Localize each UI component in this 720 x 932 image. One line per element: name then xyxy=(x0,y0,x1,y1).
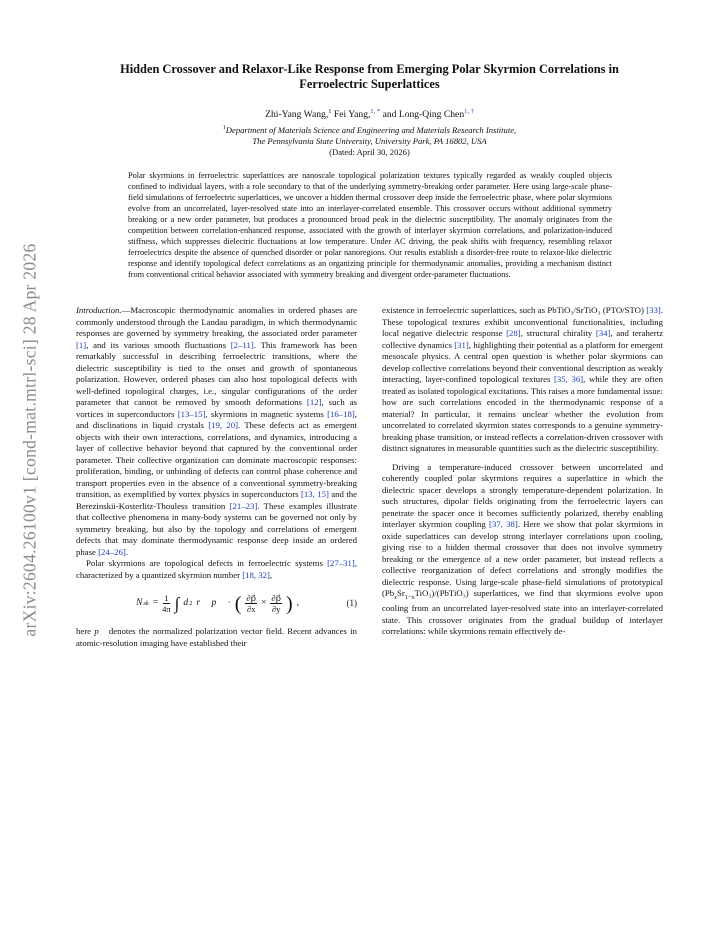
text-run: . xyxy=(125,546,129,557)
citation-link[interactable]: [12] xyxy=(306,397,322,408)
affiliation-mark: 1 xyxy=(222,125,226,132)
eq-partial-x xyxy=(245,593,257,614)
affiliation xyxy=(76,123,663,147)
paragraph xyxy=(382,462,663,638)
text-run: existence in ferroelectric superlattices, such as PbTiO₃/SrTiO₃ (PTO/STO) xyxy=(382,305,647,316)
author-affil-link[interactable]: 1, † xyxy=(464,108,474,115)
paper-page xyxy=(76,62,663,649)
citation-link[interactable]: [18, 32] xyxy=(242,569,270,580)
intro-paragraph xyxy=(76,305,357,558)
text-run: , xyxy=(269,569,273,580)
eq-partial-den: ∂y xyxy=(271,604,281,615)
two-column-body xyxy=(76,305,663,649)
text-run: . These defects act as emergent objects with their own interactions, correlations, and dynamics, introducing a layer of collective behavior beyond that captured by the conventional order parameter. Their collective organization can dominate macroscopic responses: proliferation, binding, or unbinding of defects can control phase coherence and transport properties even in the absence of a conventional symmetry-breaking transition, as exemplified by vortex physics in superconductors xyxy=(76,420,357,500)
citation-link[interactable]: [24–26] xyxy=(98,546,126,557)
affiliation-line: The Pennsylvania State University, University Park, PA 16802, USA xyxy=(252,136,487,147)
citation-link[interactable]: [35, 36] xyxy=(554,374,584,385)
eq-measure: d xyxy=(183,597,189,608)
eq-fraction xyxy=(162,593,171,614)
citation-link[interactable]: [28] xyxy=(506,328,521,339)
text-run: , while they are often treated as isolated topological excitations. This raises a more fundamental issue: how are such correlations encoded in the thermodynamic response of a material? In particular, it remains unclear whether the evolution from uncorrelated to correlated skyrmion states corresponds to a genuine symmetry-breaking phase transition, or instead reflects a correlation-driven crossover with distinct signatures in measurable quantities such as the dielectric susceptibility. xyxy=(382,374,663,454)
arxiv-identifier: arXiv:2604.26100v1 [cond-mat.mtrl-sci] 28 Apr 2026 xyxy=(19,243,40,637)
author-name: and Long-Qing Chen xyxy=(382,109,465,121)
text-run: , structural chirality xyxy=(520,328,596,339)
text-run: , and its various smooth fluctuations xyxy=(86,339,231,350)
eq-equals: = xyxy=(152,597,159,608)
equation-number: (1) xyxy=(346,597,357,608)
text-run: , and disclinations in liquid crystals xyxy=(76,408,357,431)
author-name: Zhi-Yang Wang, xyxy=(265,109,329,121)
citation-link[interactable]: [1] xyxy=(76,339,87,350)
eq-inline-vec-p: p⃗ xyxy=(94,626,106,637)
eq-vec-r: r⃗ xyxy=(196,597,208,608)
author-affil-mark: 1 xyxy=(328,108,332,115)
text-run: TiO₃)/(PbTiO₃) superlattices, we find that skyrmions evolve upon cooling from an uncorrelated layer-resolved state into an interlayer-correlated state. This crossover originates from the gradual buildup of interlayer correlations: while skyrmions remain effectively de- xyxy=(382,588,663,637)
text-run: , and terahertz collective dynamics xyxy=(382,328,664,350)
citation-link[interactable]: [16–18] xyxy=(327,408,355,419)
eq-times: × xyxy=(261,597,267,608)
equation-body xyxy=(136,593,299,614)
author-name: Fei Yang, xyxy=(333,109,371,121)
citation-link[interactable]: [34] xyxy=(595,328,611,339)
text-run: , highlighting their potential as a platform for emergent mesoscale physics. A central open question is whether polar skyrmions can develop collective correlations beyond their conventional description as weakly interacting, layer-confined topological textures xyxy=(382,339,663,385)
eq-dot: · xyxy=(227,597,231,608)
eq-lhs: N xyxy=(136,597,143,608)
subscript: 1−x xyxy=(404,593,415,601)
eq-integral: ∫ xyxy=(174,593,180,613)
abstract: Polar skyrmions in ferroelectric superlattices are nanoscale topological polarization textures typically regarded as weakly coupled objects confined to individual layers, with a role secondary to that of the underlying symmetry-breaking order parameter. Here using large-scale phase-field simulations of ferroelectric superlattices, we uncover a hidden thermal crossover deep inside the ferroelectric phase, where polar skyrmions evolve from an uncorrelated, layer-resolved state into an interlayer-correlated ensemble. This crossover occurs without additional symmetry breaking or a new order parameter, but produces a pronounced broad peak in the dielectric susceptibility. The anomaly originates from the competition between correlation-enhanced response, associated with the growth of interlayer skyrmion correlations, and polarization-induced stiffness, which suppresses dielectric fluctuations at low temperature. Under AC driving, the peak shifts with frequency, resembling relaxor ferroelectrics despite the absence of quenched disorder or polar nanoregions. Our results establish a disorder-free route to relaxor-like dielectric response and identify topological defect correlations as an organizing principle for thermodynamic anomalies, providing a mechanism distinct from conventional critical behavior associated with symmetry breaking and divergent order-parameter fluctuations. xyxy=(128,171,612,280)
citation-link[interactable]: [2–11] xyxy=(230,339,254,350)
text-run: . These examples illustrate that collective phenomena in many-body systems can be governed not only by symmetry breaking, but also by the topology and correlations of emergent defects that may dominate thermodynamic response deep inside an ordered phase xyxy=(76,500,357,557)
text-run: Sr xyxy=(396,588,405,599)
citation-link[interactable]: [21–23] xyxy=(229,500,258,511)
date-line: (Dated: April 30, 2026) xyxy=(329,147,410,158)
eq-frac-den: 4π xyxy=(162,604,171,615)
paper-title: Hidden Crossover and Relaxor-Like Response from Emerging Polar Skyrmion Correlations in Ferroelectric Superlattices xyxy=(120,62,619,91)
paragraph xyxy=(76,558,357,581)
author-list xyxy=(76,106,663,121)
eq-partial-den: ∂x xyxy=(247,604,256,615)
eq-lhs-sub: sk xyxy=(143,599,149,607)
eq-partial-num: ∂p⃗ xyxy=(246,593,257,604)
section-label: Introduction. xyxy=(76,305,122,316)
text-run: and the Berezinskii-Kosterlitz-Thouless transition xyxy=(76,489,358,511)
text-run: Polar skyrmions are topological defects in ferroelectric systems xyxy=(86,558,328,569)
subscript: x xyxy=(394,593,397,601)
arxiv-sidebar xyxy=(0,0,60,932)
eq-vec-p: p⃗ xyxy=(211,597,224,608)
text-run: Driving a temperature-induced crossover between uncorrelated and coherently coupled polar skyrmions requires a superlattice in which the dielectric spacer develops a strongly temperature-dependent polarization. In such structures, dipolar fields originating from the ferroelectric layers can penetrate the spacer once it becomes sufficiently polarized, thereby enabling interlayer skyrmion coupling xyxy=(382,461,663,530)
text-run: —Macroscopic thermodynamic anomalies in ordered phases are commonly understood through the Landau paradigm, in which thermodynamic responses are governed by symmetry breaking, the associated order parameter xyxy=(76,305,357,339)
author-affil-link[interactable]: 1, * xyxy=(370,108,381,115)
affiliation-line: Department of Materials Science and Engineering and Materials Research Institute, xyxy=(225,125,517,136)
text-run: here xyxy=(76,626,95,637)
citation-link[interactable]: [27–31] xyxy=(327,558,355,569)
paragraph xyxy=(76,626,357,649)
eq-paren-open: ( xyxy=(234,592,242,615)
eq-partial-y xyxy=(270,593,282,614)
citation-link[interactable]: [19, 20] xyxy=(208,420,239,431)
eq-paren-close: ) xyxy=(286,592,293,615)
citation-link[interactable]: [13–15] xyxy=(177,408,206,419)
eq-partial-num: ∂p⃗ xyxy=(271,593,281,604)
text-run: , skyrmions in magnetic systems xyxy=(205,408,328,419)
text-run: . This framework has been remarkably successful in describing ferroelectric transitions, where the dielectric susceptibility is tied to the onset and growth of spontaneous polarization. However, ordered phases can also host topological defects with well-defined topological charges, i.e., singular configurations of the order parameter that cannot be removed by smooth deformations xyxy=(76,339,357,408)
eq-measure-sup: 2 xyxy=(189,599,193,607)
equation-skyrmion-number xyxy=(76,593,357,614)
eq-comma: , xyxy=(296,597,300,608)
text-run: . Here we show that polar skyrmions in oxide superlattices can develop strong interlayer correlations upon cooling, giving rise to a hidden thermal crossover that does not involve symmetry breaking or the emergence of a new order parameter, but instead reflects a collective reorganization of defect correlations and strongly modifies the dielectric response. Using large-scale phase-field simulations of prototypical (Pb xyxy=(382,519,663,599)
citation-link[interactable]: [33] xyxy=(646,305,661,316)
text-run: , characterized by a quantized skyrmion number xyxy=(76,558,357,580)
eq-frac-num: 1 xyxy=(164,593,169,604)
citation-link[interactable]: [31] xyxy=(454,339,469,350)
text-run: . These topological textures exhibit unconventional functionalities, including local negative dielectric response xyxy=(382,305,663,339)
right-column xyxy=(382,305,663,649)
text-run: denotes the normalized polarization vector field. Recent advances in atomic-resolution imaging have established their xyxy=(76,626,357,648)
citation-link[interactable]: [37, 38] xyxy=(489,519,518,530)
citation-link[interactable]: [13, 15] xyxy=(300,489,329,500)
paragraph xyxy=(382,305,663,455)
left-column xyxy=(76,305,357,649)
text-run: , such as vortices in superconductors xyxy=(76,397,357,419)
